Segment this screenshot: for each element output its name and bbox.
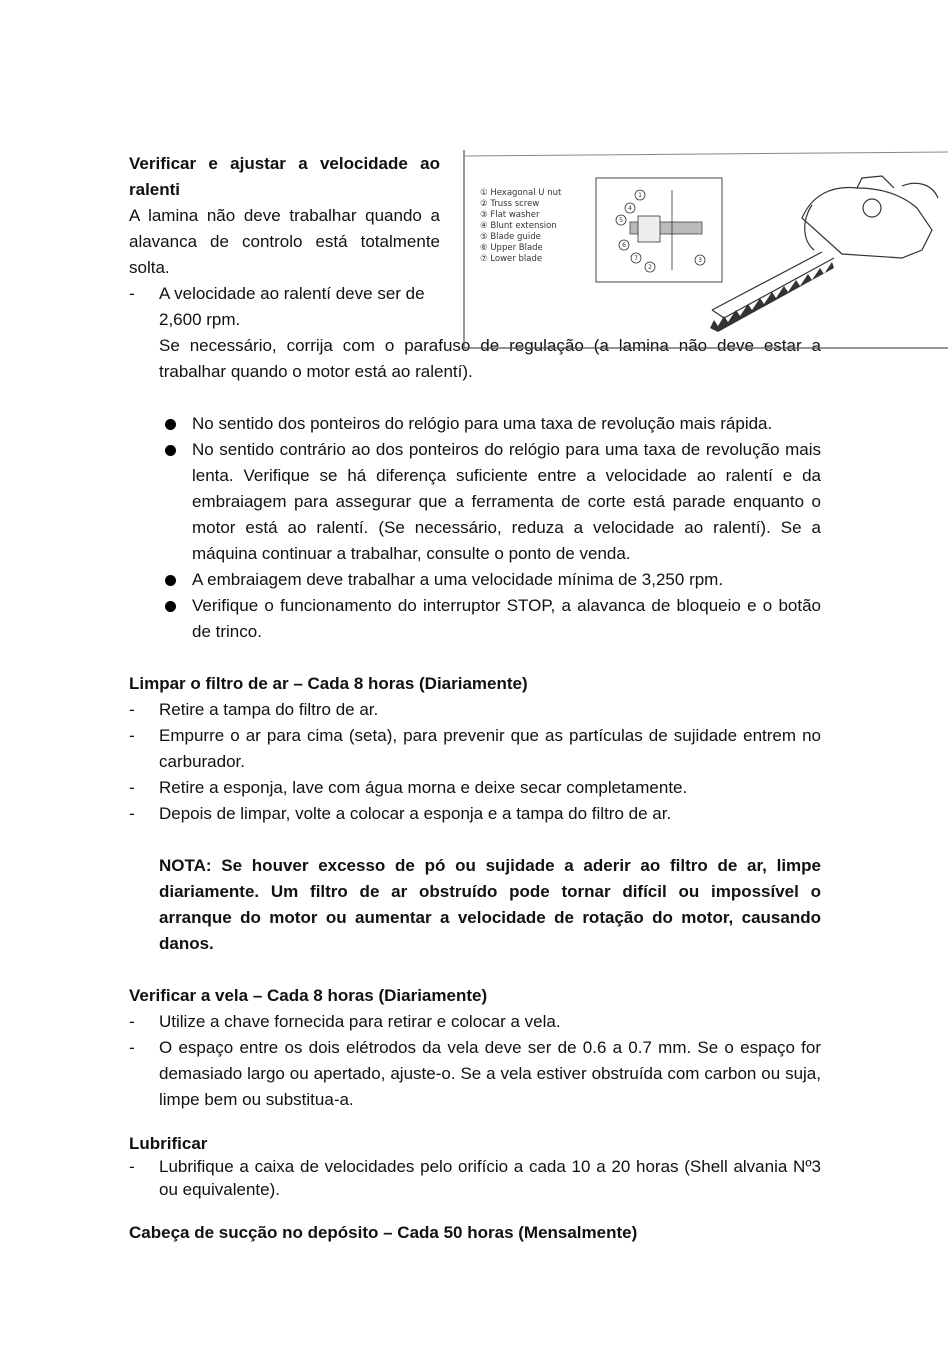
section-title-idle-speed: Verificar e ajustar a velocidade ao ralenti — [129, 154, 440, 199]
list-item-text: Lubrifique a caixa de velocidades pelo orifício a cada 10 a 20 horas (Shell alvania Nº3 ou equivalente). — [159, 1157, 821, 1199]
section-intro-text: A lamina não deve trabalhar quando a alavanca de controlo está totalmente solta. — [129, 206, 440, 277]
legend-item: ① Hexagonal U nut — [480, 188, 562, 198]
list-item-text: Se necessário, corrija com o parafuso de regulação (a lamina não deve estar a trabalhar quando o motor está ao ralentí). — [159, 336, 821, 381]
list-item-text: Retire a esponja, lave com água morna e deixe secar completamente. — [159, 778, 688, 797]
dash-marker: - — [129, 804, 135, 823]
list-item — [129, 567, 821, 593]
list-item-text: O espaço entre os dois elétrodos da vela deve ser de 0.6 a 0.7 mm. Se o espaço for demasiado largo ou apertado, ajuste-o. Se a vela estiver obstruída com carbon ou suja, limpe bem ou substitua-a. — [159, 1038, 821, 1109]
bullet-list — [129, 411, 821, 645]
hedge-trimmer-drawing — [712, 176, 938, 318]
bullet-dot-icon — [165, 575, 176, 586]
list-item — [129, 437, 821, 567]
section-title-suction-head: Cabeça de sucção no depósito – Cada 50 horas (Mensalmente) — [129, 1223, 638, 1242]
callout-number: 3 — [698, 257, 702, 264]
legend-item: ④ Blunt extension — [480, 221, 557, 231]
dash-marker: - — [129, 1038, 135, 1057]
dash-marker: - — [129, 1157, 135, 1176]
bullet-dot-icon — [165, 445, 176, 456]
list-item — [129, 775, 821, 801]
legend-item: ⑤ Blade guide — [480, 232, 541, 242]
legend-item: ③ Flat washer — [480, 210, 540, 220]
callout-number: 1 — [638, 192, 642, 199]
dash-marker: - — [129, 726, 135, 745]
list-item-text: Depois de limpar, volte a colocar a esponja e a tampa do filtro de ar. — [159, 804, 672, 823]
bullet-dot-icon — [165, 601, 176, 612]
dash-marker: - — [129, 1012, 135, 1031]
list-item — [129, 1155, 821, 1201]
callout-number: 4 — [628, 205, 632, 212]
list-item — [129, 281, 440, 333]
hedge-trimmer-figure — [462, 150, 948, 350]
list-item-text: No sentido dos ponteiros do relógio para uma taxa de revolução mais rápida. — [192, 414, 773, 433]
list-item — [129, 1009, 821, 1035]
list-item-text: Empurre o ar para cima (seta), para prevenir que as partículas de sujidade entrem no carburador. — [159, 726, 821, 771]
list-item — [129, 1035, 821, 1113]
list-item-text: Utilize a chave fornecida para retirar e colocar a vela. — [159, 1012, 561, 1031]
legend-item: ② Truss screw — [480, 199, 540, 209]
list-item — [129, 697, 821, 723]
callout-number: 6 — [622, 242, 626, 249]
section-title-spark-plug: Verificar a vela – Cada 8 horas (Diariamente) — [129, 986, 488, 1005]
list-item-text: A velocidade ao ralentí deve ser de 2,600 rpm. — [159, 284, 425, 329]
callout-number: 7 — [634, 255, 638, 262]
list-item-text: A embraiagem deve trabalhar a uma velocidade mínima de 3,250 rpm. — [192, 570, 724, 589]
bullet-dot-icon — [165, 419, 176, 430]
list-item — [129, 801, 821, 827]
section-title-lubricate: Lubrificar — [129, 1134, 208, 1153]
list-item-text: Verifique o funcionamento do interruptor STOP, a alavanca de bloqueio e o botão de trinco. — [192, 596, 821, 641]
callout-number: 2 — [648, 264, 652, 271]
figure-legend — [480, 188, 562, 264]
list-item — [129, 723, 821, 775]
blade-teeth — [710, 262, 834, 332]
dash-marker: - — [129, 700, 135, 719]
lubricate-list — [129, 1155, 821, 1201]
spark-plug-list — [129, 1009, 821, 1113]
callout-number: 5 — [619, 217, 623, 224]
legend-item: ⑥ Upper Blade — [480, 243, 543, 253]
hedge-trimmer-diagram — [462, 150, 948, 350]
list-item — [129, 593, 821, 645]
air-filter-list — [129, 697, 821, 827]
dash-marker: - — [129, 284, 135, 303]
blade-detail-inset — [596, 178, 722, 282]
list-item-text: No sentido contrário ao dos ponteiros do relógio para uma taxa de revolução mais lenta. Verifique se há diferença suficiente entre a velocidade ao ralentí e da embraiagem para assegurar que a ferramenta de corte está parade enquanto o motor está ao ralentí. (Se necessário, reduza a velocidade ao ralentí). Se a máquina continuar a trabalhar, consulte o ponto de venda. — [192, 440, 821, 563]
legend-item: ⑦ Lower blade — [480, 254, 543, 264]
note-text: NOTA: Se houver excesso de pó ou sujidade a aderir ao filtro de ar, limpe diariamente. Um filtro de ar obstruído pode tornar difícil ou impossível o arranque do motor ou aumentar a velocidade de rotação do motor, causando danos. — [159, 856, 821, 953]
dash-marker: - — [129, 778, 135, 797]
list-item — [129, 411, 821, 437]
section-title-air-filter: Limpar o filtro de ar – Cada 8 horas (Diariamente) — [129, 674, 528, 693]
list-item-text: Retire a tampa do filtro de ar. — [159, 700, 379, 719]
